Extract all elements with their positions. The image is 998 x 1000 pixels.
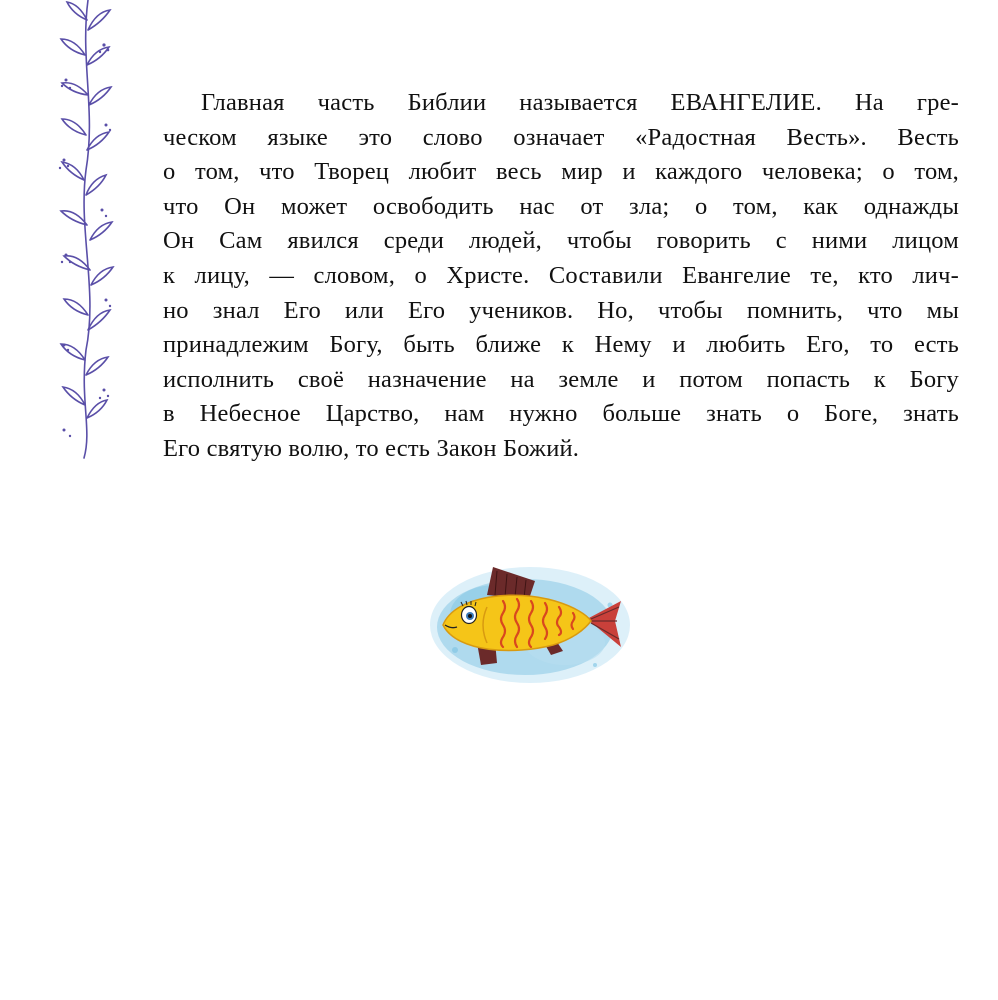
paragraph-line: что Он может освободить нас от зла; о том, как однажды xyxy=(163,192,959,220)
paragraph-line: Главная часть Библии называется ЕВАНГЕЛИЕ. На гре- xyxy=(201,89,959,116)
paragraph-line: о том, что Творец любит весь мир и каждого человека; о том, xyxy=(163,158,959,186)
floral-vine-icon xyxy=(40,0,120,460)
paragraph-line: Его святую волю, то есть Закон Божий. xyxy=(163,434,580,462)
fish-icon xyxy=(425,555,635,690)
paragraph-line: в Небесное Царство, нам нужно больше знать о Боге, знать xyxy=(163,400,959,428)
paragraph-line: к лицу, — словом, о Христе. Составили Евангелие те, кто лич- xyxy=(163,261,959,289)
paragraph-line: исполнить своё назначение на земле и потом попасть к Богу xyxy=(163,365,959,393)
paragraph-line: принадлежим Богу, быть ближе к Нему и любить Его, то есть xyxy=(163,331,959,359)
main-paragraph xyxy=(163,86,959,467)
paragraph-line: Он Сам явился среди людей, чтобы говорить с ними лицом xyxy=(163,227,959,255)
paragraph-line: ческом языке это слово означает «Радостная Весть». Весть xyxy=(163,123,959,151)
paragraph-line: но знал Его или Его учеников. Но, чтобы помнить, что мы xyxy=(163,296,959,324)
